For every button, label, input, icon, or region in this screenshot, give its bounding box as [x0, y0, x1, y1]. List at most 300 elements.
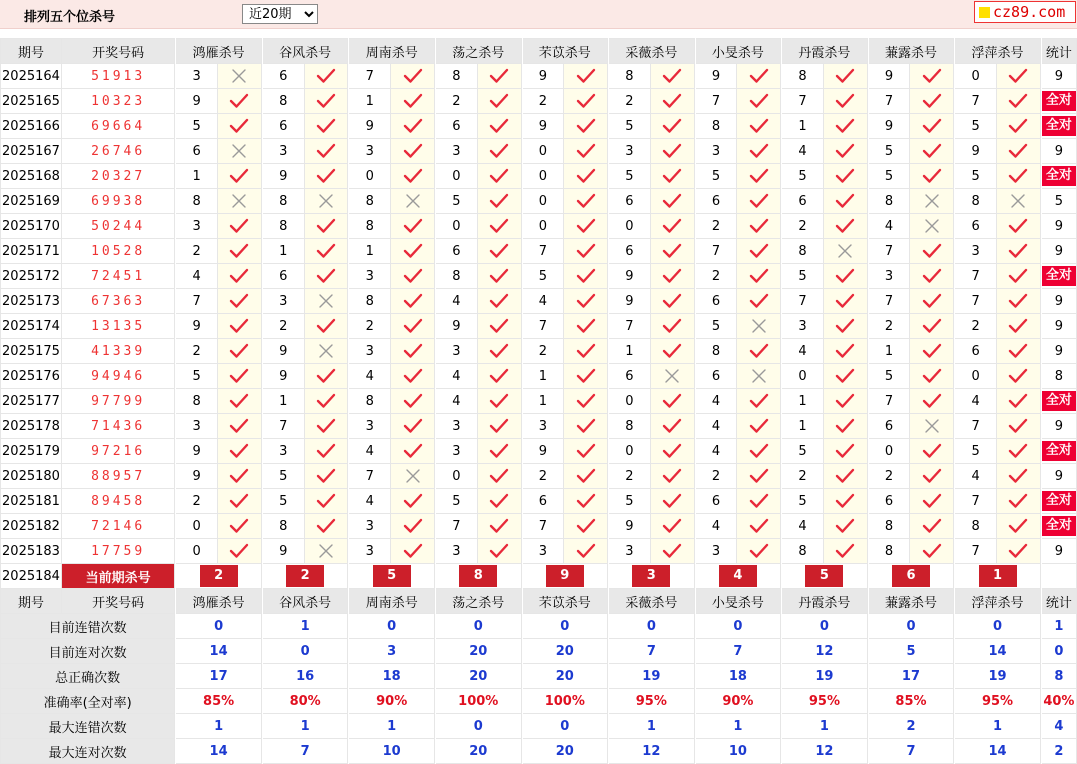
- kill-number-cell: 3: [435, 539, 477, 564]
- current-kill-number: 2: [286, 565, 324, 587]
- kill-number-cell: 1: [349, 89, 391, 114]
- stat-value: 80%: [262, 689, 348, 714]
- stat-cell: 9: [1041, 289, 1076, 314]
- cross-icon: [318, 343, 334, 359]
- draw-number-cell: 69664: [61, 114, 174, 139]
- kill-number-cell: 4: [695, 414, 737, 439]
- kill-number-cell: 0: [522, 189, 564, 214]
- kill-number-cell: 9: [435, 314, 477, 339]
- kill-number-cell: 5: [782, 164, 824, 189]
- stat-cell: 9: [1041, 339, 1076, 364]
- draw-number-cell: 69938: [61, 189, 174, 214]
- table-row: [1, 214, 1077, 239]
- stat-cell: 9: [1041, 539, 1076, 564]
- result-mark-cell: [391, 514, 435, 539]
- check-icon: [229, 443, 249, 459]
- kill-number-cell: 2: [176, 489, 218, 514]
- result-mark-cell: [218, 339, 262, 364]
- check-icon: [1008, 343, 1028, 359]
- check-icon: [316, 218, 336, 234]
- kill-number-table: [0, 38, 1077, 764]
- result-mark-cell: [737, 514, 781, 539]
- kill-number-cell: 8: [262, 214, 304, 239]
- kill-number-cell: 0: [435, 164, 477, 189]
- current-kill-cell: [868, 564, 954, 589]
- result-mark-cell: [737, 489, 781, 514]
- issue-cell: 2025165: [1, 89, 62, 114]
- kill-number-cell: 2: [349, 314, 391, 339]
- stat-value: 7: [695, 639, 781, 664]
- result-mark-cell: [391, 489, 435, 514]
- stat-value: 0: [782, 614, 868, 639]
- result-mark-cell: [996, 514, 1040, 539]
- kill-number-cell: 8: [349, 289, 391, 314]
- stat-value: 1: [955, 714, 1041, 739]
- check-icon: [576, 193, 596, 209]
- check-icon: [316, 468, 336, 484]
- result-mark-cell: [391, 64, 435, 89]
- result-mark-cell: [996, 139, 1040, 164]
- result-mark-cell: [910, 414, 954, 439]
- cross-icon: [924, 193, 940, 209]
- result-mark-cell: [996, 414, 1040, 439]
- logo-text: cz89.com: [993, 3, 1066, 21]
- result-mark-cell: [650, 64, 694, 89]
- result-mark-cell: [737, 214, 781, 239]
- kill-number-cell: 3: [609, 139, 651, 164]
- kill-number-cell: 5: [955, 164, 997, 189]
- check-icon: [229, 368, 249, 384]
- kill-number-cell: 3: [349, 339, 391, 364]
- kill-number-cell: 3: [262, 289, 304, 314]
- result-mark-cell: [737, 539, 781, 564]
- kill-number-cell: 2: [522, 464, 564, 489]
- result-mark-cell: [650, 89, 694, 114]
- kill-number-cell: 7: [868, 389, 910, 414]
- stat-value: 20: [522, 639, 608, 664]
- check-icon: [576, 143, 596, 159]
- check-icon: [749, 293, 769, 309]
- kill-number-cell: 5: [435, 489, 477, 514]
- table-row: [1, 64, 1077, 89]
- check-icon: [576, 168, 596, 184]
- header-draw: 开奖号码: [61, 39, 174, 64]
- check-icon: [576, 518, 596, 534]
- check-icon: [1008, 268, 1028, 284]
- stat-total: 1: [1041, 614, 1076, 639]
- cross-icon: [318, 293, 334, 309]
- stat-value: 85%: [868, 689, 954, 714]
- stat-value: 1: [176, 714, 262, 739]
- result-mark-cell: [391, 339, 435, 364]
- draw-number-cell: 72146: [61, 514, 174, 539]
- check-icon: [489, 93, 509, 109]
- stat-cell: [1041, 514, 1076, 539]
- kill-number-cell: 6: [955, 339, 997, 364]
- result-mark-cell: [650, 239, 694, 264]
- stat-cell: 9: [1041, 214, 1076, 239]
- check-icon: [662, 443, 682, 459]
- stat-value: 14: [955, 739, 1041, 764]
- result-mark-cell: [304, 239, 348, 264]
- stat-cell: 9: [1041, 239, 1076, 264]
- header-expert: 谷风杀号: [262, 589, 348, 614]
- result-mark-cell: [650, 189, 694, 214]
- cross-icon: [1010, 193, 1026, 209]
- check-icon: [576, 93, 596, 109]
- result-mark-cell: [737, 439, 781, 464]
- stat-label: 准确率(全对率): [1, 689, 175, 714]
- result-mark-cell: [737, 239, 781, 264]
- stat-label: 目前连对次数: [1, 639, 175, 664]
- result-mark-cell: [477, 114, 521, 139]
- kill-number-cell: 1: [176, 164, 218, 189]
- kill-number-cell: 7: [435, 514, 477, 539]
- draw-number-cell: 50244: [61, 214, 174, 239]
- stat-value: 1: [262, 714, 348, 739]
- stat-cell: 9: [1041, 64, 1076, 89]
- table-row: [1, 164, 1077, 189]
- check-icon: [229, 268, 249, 284]
- check-icon: [489, 118, 509, 134]
- header-expert: 小旻杀号: [695, 589, 781, 614]
- result-mark-cell: [304, 314, 348, 339]
- kill-number-cell: 1: [349, 239, 391, 264]
- stat-value: 12: [782, 639, 868, 664]
- check-icon: [489, 543, 509, 559]
- result-mark-cell: [477, 64, 521, 89]
- result-mark-cell: [650, 464, 694, 489]
- check-icon: [835, 193, 855, 209]
- current-kill-cell: [609, 564, 695, 589]
- issue-cell: 2025183: [1, 539, 62, 564]
- table-row: [1, 464, 1077, 489]
- kill-number-cell: 0: [349, 164, 391, 189]
- cross-icon: [231, 143, 247, 159]
- kill-number-cell: 9: [262, 339, 304, 364]
- kill-number-cell: 8: [695, 339, 737, 364]
- draw-number-cell: 94946: [61, 364, 174, 389]
- cross-icon: [405, 468, 421, 484]
- result-mark-cell: [391, 539, 435, 564]
- footer-header-row: [1, 589, 1077, 614]
- kill-number-cell: 2: [435, 89, 477, 114]
- period-select[interactable]: [242, 4, 318, 24]
- table-row: [1, 139, 1077, 164]
- check-icon: [316, 268, 336, 284]
- stat-value: 7: [262, 739, 348, 764]
- kill-number-cell: 5: [609, 489, 651, 514]
- check-icon: [576, 368, 596, 384]
- check-icon: [403, 168, 423, 184]
- check-icon: [749, 493, 769, 509]
- kill-number-cell: 4: [782, 139, 824, 164]
- check-icon: [1008, 168, 1028, 184]
- stat-label: 最大连对次数: [1, 739, 175, 764]
- result-mark-cell: [304, 464, 348, 489]
- stat-value: 0: [176, 614, 262, 639]
- stat-value: 1: [695, 714, 781, 739]
- result-mark-cell: [564, 114, 608, 139]
- header-expert: 丹霞杀号: [782, 39, 868, 64]
- result-mark-cell: [650, 514, 694, 539]
- check-icon: [316, 518, 336, 534]
- current-period-row: [1, 564, 1077, 589]
- kill-number-cell: 6: [955, 214, 997, 239]
- check-icon: [229, 393, 249, 409]
- stat-cell: [1041, 164, 1076, 189]
- result-mark-cell: [304, 539, 348, 564]
- check-icon: [489, 143, 509, 159]
- current-kill-cell: [176, 564, 262, 589]
- result-mark-cell: [477, 164, 521, 189]
- check-icon: [922, 118, 942, 134]
- kill-number-cell: 1: [609, 339, 651, 364]
- kill-number-cell: 6: [695, 489, 737, 514]
- result-mark-cell: [650, 439, 694, 464]
- check-icon: [403, 143, 423, 159]
- kill-number-cell: 9: [868, 64, 910, 89]
- result-mark-cell: [391, 164, 435, 189]
- stat-value: 1: [782, 714, 868, 739]
- result-mark-cell: [477, 139, 521, 164]
- check-icon: [229, 93, 249, 109]
- kill-number-cell: 7: [349, 464, 391, 489]
- stat-value: 95%: [955, 689, 1041, 714]
- result-mark-cell: [823, 364, 867, 389]
- kill-number-cell: 0: [955, 64, 997, 89]
- result-mark-cell: [737, 289, 781, 314]
- result-mark-cell: [391, 389, 435, 414]
- result-mark-cell: [823, 439, 867, 464]
- kill-number-cell: 7: [609, 314, 651, 339]
- draw-number-cell: 97799: [61, 389, 174, 414]
- stat-total: 0: [1041, 639, 1076, 664]
- result-mark-cell: [737, 89, 781, 114]
- check-icon: [749, 168, 769, 184]
- result-mark-cell: [910, 489, 954, 514]
- current-issue-cell: 2025184: [1, 564, 62, 589]
- stat-value: 10: [695, 739, 781, 764]
- stat-value: 19: [782, 664, 868, 689]
- result-mark-cell: [304, 414, 348, 439]
- kill-number-cell: 7: [522, 314, 564, 339]
- check-icon: [576, 468, 596, 484]
- stat-row: [1, 639, 1077, 664]
- result-mark-cell: [823, 64, 867, 89]
- issue-cell: 2025180: [1, 464, 62, 489]
- check-icon: [576, 343, 596, 359]
- draw-number-cell: 89458: [61, 489, 174, 514]
- check-icon: [576, 243, 596, 259]
- result-mark-cell: [477, 539, 521, 564]
- check-icon: [922, 543, 942, 559]
- result-mark-cell: [391, 264, 435, 289]
- check-icon: [403, 293, 423, 309]
- kill-number-cell: 2: [176, 239, 218, 264]
- result-mark-cell: [996, 89, 1040, 114]
- check-icon: [316, 93, 336, 109]
- check-icon: [489, 293, 509, 309]
- stat-total: 4: [1041, 714, 1076, 739]
- current-stat-cell: [1041, 564, 1076, 589]
- result-mark-cell: [564, 414, 608, 439]
- kill-number-cell: 6: [262, 264, 304, 289]
- cross-icon: [751, 368, 767, 384]
- result-mark-cell: [650, 114, 694, 139]
- stat-cell: 9: [1041, 464, 1076, 489]
- kill-number-cell: 8: [435, 64, 477, 89]
- stat-cell: [1041, 89, 1076, 114]
- check-icon: [489, 193, 509, 209]
- header-expert: 小旻杀号: [695, 39, 781, 64]
- check-icon: [576, 493, 596, 509]
- kill-number-cell: 9: [868, 114, 910, 139]
- stat-cell: 9: [1041, 139, 1076, 164]
- kill-number-cell: 8: [349, 189, 391, 214]
- result-mark-cell: [996, 364, 1040, 389]
- all-correct-badge: 全对: [1042, 491, 1076, 511]
- check-icon: [576, 318, 596, 334]
- kill-number-cell: 8: [262, 89, 304, 114]
- kill-number-cell: 6: [695, 189, 737, 214]
- table-header-row: [1, 39, 1077, 64]
- kill-number-cell: 3: [349, 139, 391, 164]
- kill-number-cell: 2: [522, 339, 564, 364]
- header-expert: 周南杀号: [349, 39, 435, 64]
- kill-number-cell: 5: [522, 264, 564, 289]
- stat-value: 0: [435, 614, 521, 639]
- result-mark-cell: [910, 364, 954, 389]
- stat-value: 0: [868, 614, 954, 639]
- result-mark-cell: [910, 164, 954, 189]
- kill-number-cell: 4: [435, 364, 477, 389]
- check-icon: [403, 343, 423, 359]
- kill-number-cell: 9: [522, 439, 564, 464]
- result-mark-cell: [823, 389, 867, 414]
- current-kill-cell: [349, 564, 435, 589]
- check-icon: [576, 268, 596, 284]
- issue-cell: 2025182: [1, 514, 62, 539]
- kill-number-cell: 3: [349, 414, 391, 439]
- kill-number-cell: 7: [955, 89, 997, 114]
- check-icon: [489, 368, 509, 384]
- draw-number-cell: 67363: [61, 289, 174, 314]
- check-icon: [922, 468, 942, 484]
- result-mark-cell: [218, 364, 262, 389]
- top-bar: [0, 0, 1077, 29]
- kill-number-cell: 0: [782, 364, 824, 389]
- result-mark-cell: [218, 139, 262, 164]
- result-mark-cell: [477, 489, 521, 514]
- result-mark-cell: [477, 239, 521, 264]
- result-mark-cell: [910, 264, 954, 289]
- issue-cell: 2025181: [1, 489, 62, 514]
- stat-value: 20: [522, 739, 608, 764]
- kill-number-cell: 9: [609, 264, 651, 289]
- issue-cell: 2025166: [1, 114, 62, 139]
- check-icon: [403, 118, 423, 134]
- stat-value: 90%: [349, 689, 435, 714]
- result-mark-cell: [218, 414, 262, 439]
- current-kill-number: 3: [632, 565, 670, 587]
- header-expert: 蒹露杀号: [868, 589, 954, 614]
- check-icon: [1008, 543, 1028, 559]
- result-mark-cell: [996, 439, 1040, 464]
- check-icon: [835, 418, 855, 434]
- result-mark-cell: [910, 539, 954, 564]
- stat-cell: [1041, 439, 1076, 464]
- current-kill-number: 1: [979, 565, 1017, 587]
- table-row: [1, 539, 1077, 564]
- result-mark-cell: [564, 389, 608, 414]
- kill-number-cell: 3: [262, 439, 304, 464]
- result-mark-cell: [996, 164, 1040, 189]
- result-mark-cell: [564, 314, 608, 339]
- result-mark-cell: [564, 439, 608, 464]
- kill-number-cell: 7: [176, 289, 218, 314]
- result-mark-cell: [910, 339, 954, 364]
- draw-number-cell: 97216: [61, 439, 174, 464]
- check-icon: [749, 243, 769, 259]
- kill-number-cell: 1: [782, 414, 824, 439]
- result-mark-cell: [391, 189, 435, 214]
- result-mark-cell: [477, 189, 521, 214]
- kill-number-cell: 2: [609, 89, 651, 114]
- kill-number-cell: 2: [782, 214, 824, 239]
- check-icon: [316, 168, 336, 184]
- kill-number-cell: 3: [349, 539, 391, 564]
- result-mark-cell: [996, 389, 1040, 414]
- check-icon: [576, 543, 596, 559]
- current-kill-number: 4: [719, 565, 757, 587]
- check-icon: [1008, 68, 1028, 84]
- kill-number-cell: 3: [176, 414, 218, 439]
- cross-icon: [231, 193, 247, 209]
- check-icon: [229, 318, 249, 334]
- kill-number-cell: 2: [695, 464, 737, 489]
- check-icon: [229, 243, 249, 259]
- check-icon: [1008, 393, 1028, 409]
- result-mark-cell: [391, 89, 435, 114]
- issue-cell: 2025176: [1, 364, 62, 389]
- check-icon: [489, 418, 509, 434]
- result-mark-cell: [650, 489, 694, 514]
- kill-number-cell: 2: [868, 314, 910, 339]
- result-mark-cell: [564, 164, 608, 189]
- check-icon: [1008, 493, 1028, 509]
- stat-value: 85%: [176, 689, 262, 714]
- result-mark-cell: [996, 314, 1040, 339]
- site-logo[interactable]: [974, 1, 1076, 23]
- stat-value: 19: [955, 664, 1041, 689]
- header-expert: 采薇杀号: [609, 39, 695, 64]
- result-mark-cell: [218, 189, 262, 214]
- check-icon: [662, 543, 682, 559]
- check-icon: [835, 293, 855, 309]
- kill-number-cell: 1: [262, 239, 304, 264]
- current-kill-number: 5: [373, 565, 411, 587]
- kill-number-cell: 7: [955, 489, 997, 514]
- header-expert: 荡之杀号: [435, 39, 521, 64]
- check-icon: [1008, 418, 1028, 434]
- kill-number-cell: 0: [955, 364, 997, 389]
- check-icon: [229, 118, 249, 134]
- stat-value: 1: [262, 614, 348, 639]
- issue-cell: 2025171: [1, 239, 62, 264]
- draw-number-cell: 26746: [61, 139, 174, 164]
- check-icon: [835, 168, 855, 184]
